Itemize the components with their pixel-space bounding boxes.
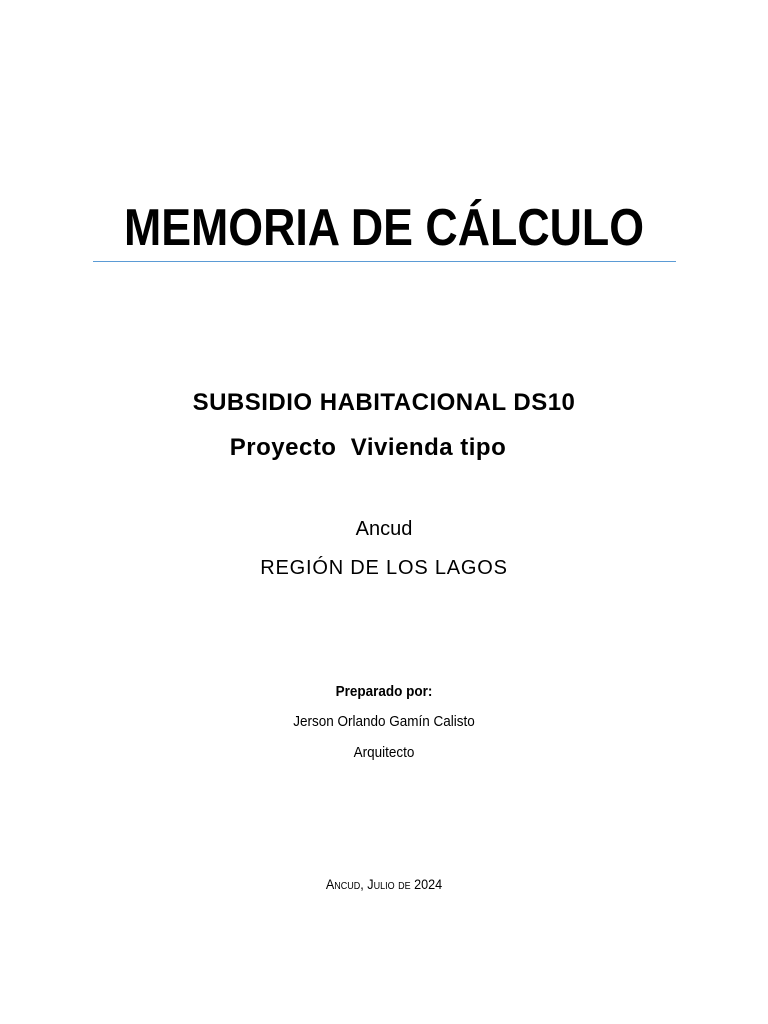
subtitle-program: SUBSIDIO HABITACIONAL DS10 [192, 389, 576, 416]
author-name: Jerson Orlando Gamín Calisto [293, 713, 475, 730]
title-underline-rule [93, 261, 676, 262]
location-city: Ancud [355, 518, 413, 540]
date-line: Ancud, Julio de 2024 [325, 876, 443, 892]
author-role: Arquitecto [353, 744, 415, 761]
subtitle-project: Proyecto Vivienda tipo [229, 434, 507, 461]
document-title: MEMORIA DE CÁLCULO [123, 199, 645, 257]
prepared-by-label: Preparado por: [335, 683, 433, 700]
location-region: REGIÓN DE LOS LAGOS [260, 557, 508, 579]
